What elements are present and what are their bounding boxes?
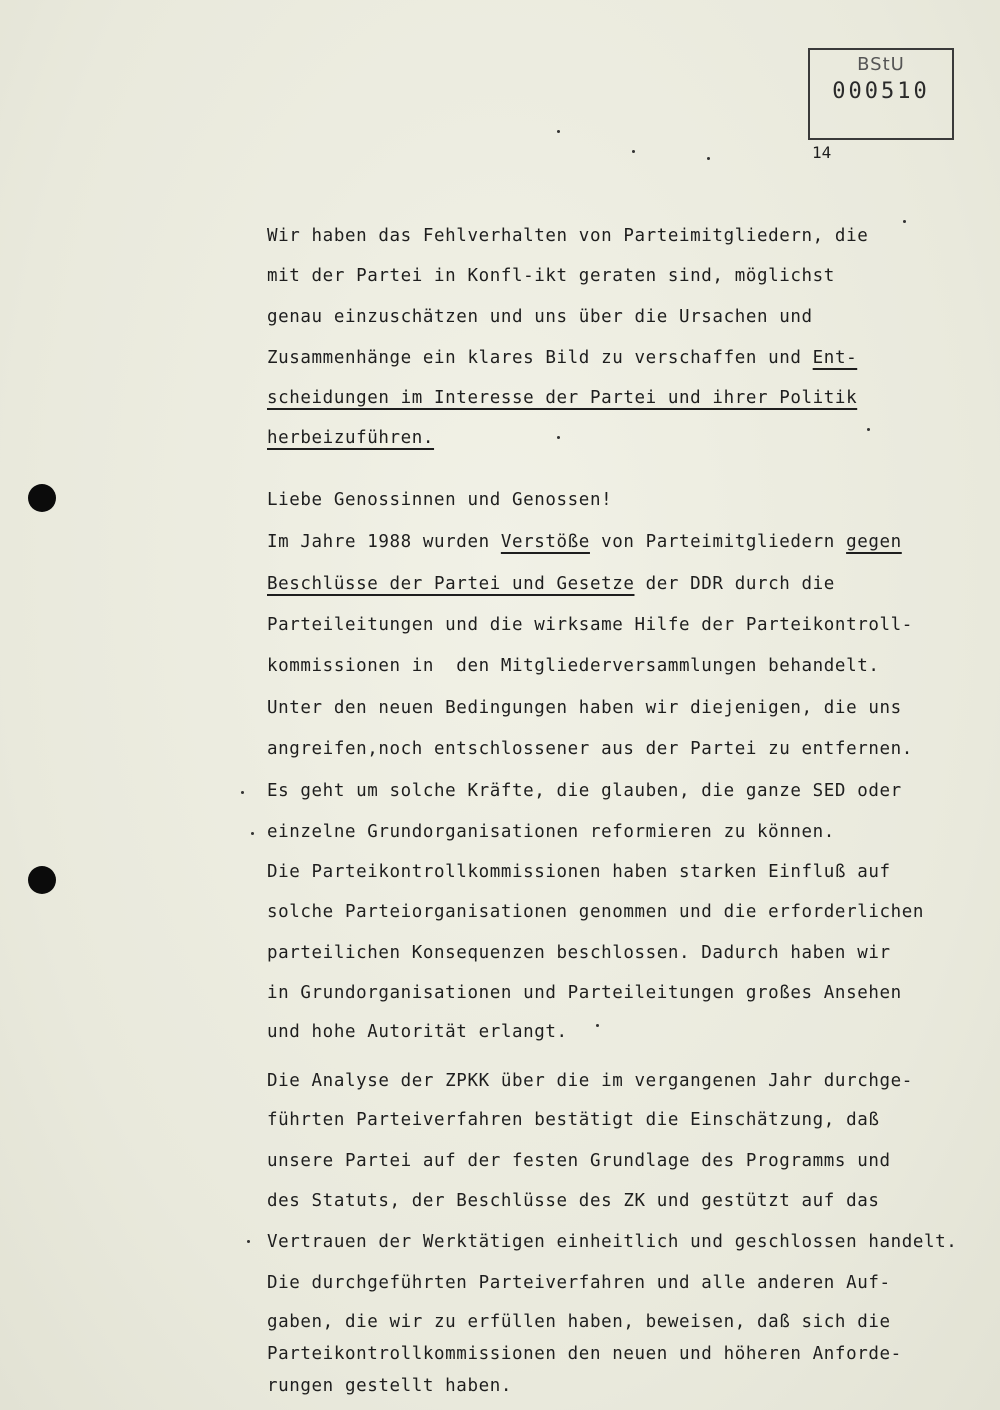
speck — [241, 791, 244, 794]
archive-stamp — [808, 48, 954, 140]
text-line: und hohe Autorität erlangt. — [267, 1022, 568, 1042]
text-line: angreifen,noch entschlossener aus der Partei zu entfernen. — [267, 739, 913, 759]
text-line — [267, 531, 902, 553]
text-line: Unter den neuen Bedingungen haben wir diejenigen, die uns — [267, 698, 902, 718]
text-line: in Grundorganisationen und Parteileitungen großes Ansehen — [267, 983, 902, 1003]
text-line: einzelne Grundorganisationen reformieren zu können. — [267, 822, 835, 842]
text-line: des Statuts, der Beschlüsse des ZK und gestützt auf das — [267, 1191, 880, 1211]
underlined-text: Ent- — [812, 348, 858, 368]
text-line — [267, 347, 857, 369]
text-line: gaben, die wir zu erfüllen haben, beweisen, daß sich die — [267, 1312, 891, 1332]
stamp-number: 000510 — [832, 79, 930, 104]
speck — [867, 428, 870, 431]
text-line: parteilichen Konsequenzen beschlossen. Dadurch haben wir — [267, 943, 891, 963]
text-line: Parteikontrollkommissionen den neuen und höheren Anforde- — [267, 1344, 902, 1364]
text-line: Es geht um solche Kräfte, die glauben, die ganze SED oder — [267, 781, 902, 801]
text-line: Vertrauen der Werktätigen einheitlich und geschlossen handelt. — [267, 1232, 958, 1252]
page-number: 14 — [812, 143, 832, 162]
text-line: genau einzuschätzen und uns über die Ursachen und — [267, 307, 813, 327]
text-line — [267, 387, 857, 409]
text-segment: Zusammenhänge ein klares Bild zu verschaffen und — [267, 348, 813, 368]
speck — [903, 220, 906, 223]
underlined-text: Beschlüsse der Partei und Gesetze — [267, 574, 635, 594]
speck — [557, 436, 560, 439]
speck — [247, 1240, 250, 1243]
punch-hole-top — [28, 484, 56, 512]
text-line: unsere Partei auf der festen Grundlage des Programms und — [267, 1151, 891, 1171]
underlined-text: gegen — [846, 532, 902, 552]
underlined-text: herbeizuführen. — [267, 428, 435, 448]
text-line: rungen gestellt haben. — [267, 1376, 512, 1396]
text-line: solche Parteiorganisationen genommen und die erforderlichen — [267, 902, 925, 922]
text-segment: Im Jahre 1988 wurden — [267, 532, 501, 552]
text-line: Die Parteikontrollkommissionen haben starken Einfluß auf — [267, 862, 891, 882]
underlined-text: Verstöße — [500, 532, 590, 552]
speck — [707, 157, 710, 160]
speck — [632, 150, 635, 153]
text-line: Wir haben das Fehlverhalten von Parteimitgliedern, die — [267, 226, 869, 246]
punch-hole-bottom — [28, 866, 56, 894]
underlined-text: scheidungen im Interesse der Partei und ihrer Politik — [267, 388, 858, 408]
text-segment: von Parteimitgliedern — [589, 532, 847, 552]
text-line: kommissionen in den Mitgliederversammlungen behandelt. — [267, 656, 880, 676]
speck — [557, 130, 560, 133]
text-segment: der DDR durch die — [634, 574, 835, 594]
text-line: mit der Partei in Konfl-ikt geraten sind, möglichst — [267, 266, 835, 286]
speck — [251, 832, 254, 835]
stamp-label: BStU — [857, 54, 905, 75]
text-line: Die Analyse der ZPKK über die im vergangenen Jahr durchge- — [267, 1071, 913, 1091]
text-line: Die durchgeführten Parteiverfahren und alle anderen Auf- — [267, 1273, 891, 1293]
text-line — [267, 427, 434, 449]
text-line: Parteileitungen und die wirksame Hilfe der Parteikontroll- — [267, 615, 913, 635]
text-line: führten Parteiverfahren bestätigt die Einschätzung, daß — [267, 1110, 880, 1130]
speck — [596, 1024, 599, 1027]
greeting: Liebe Genossinnen und Genossen! — [267, 490, 613, 510]
text-line — [267, 573, 835, 595]
